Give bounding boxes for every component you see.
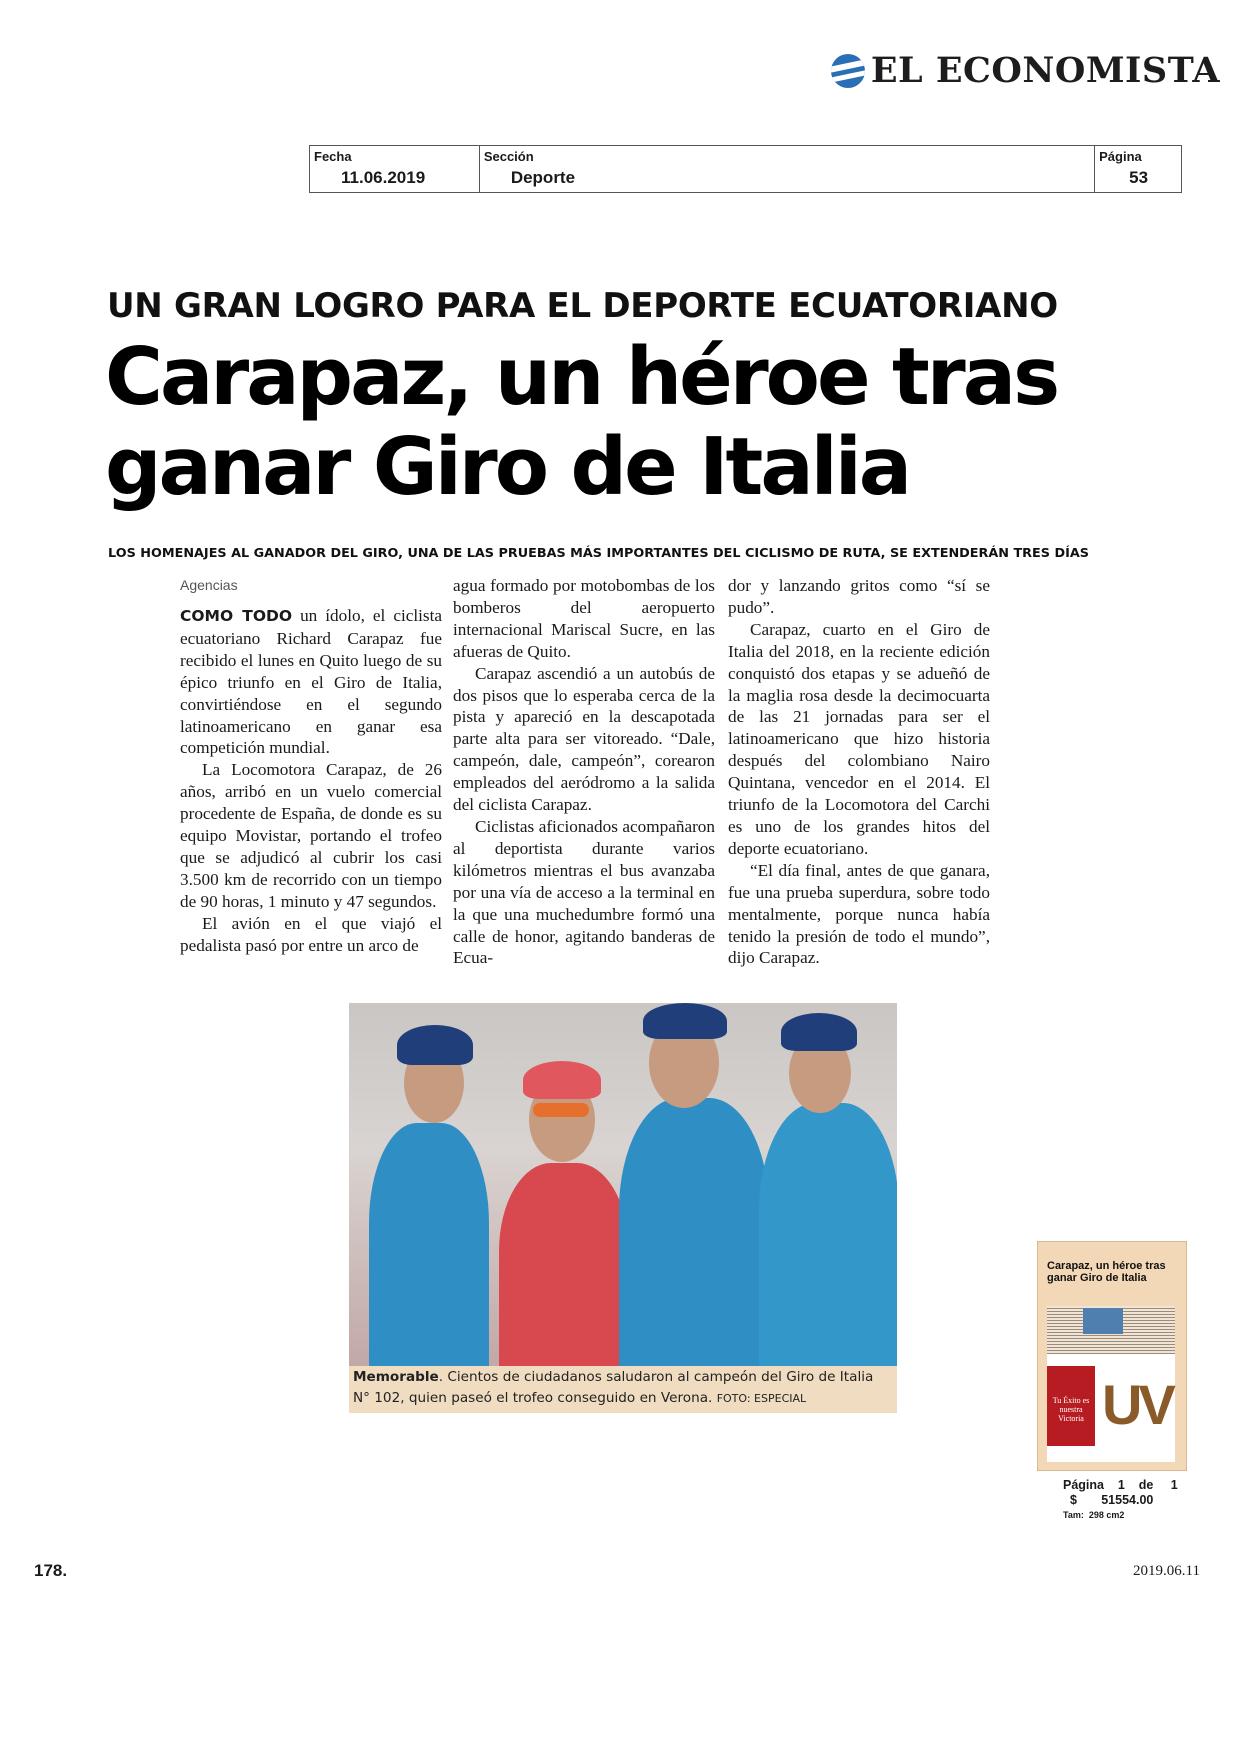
byline: Agencias (180, 577, 238, 593)
pagina-number: 1 (1117, 1478, 1125, 1492)
seccion-label: Sección (483, 149, 534, 164)
article-column-1 (180, 576, 442, 957)
page-info (1063, 1478, 1178, 1523)
paragraph: La Locomotora Carapaz, de 26 años, arribó en un vuelo comercial procedente de España, de donde es su equipo Movistar, portando el trofeo que se adjudicó al cubrir los casi 3.500 km de recorrido con un tiempo de 90 horas, 1 minuto y 47 segundos. (180, 760, 442, 911)
thumbnail-advert (1047, 1354, 1175, 1462)
paragraph (180, 605, 442, 759)
article-column-2 (453, 575, 715, 969)
advert-letters: UV (1102, 1373, 1172, 1436)
pagina-label: Página (1063, 1478, 1104, 1492)
paragraph: Ciclistas aficionados acompañaron al deportista durante varios kilómetros mientras el bus avanzaba por una vía de acceso a la terminal en la que una muchedumbre formó una calle de honor, agitando banderas de Ecua- (453, 816, 715, 968)
clipping-date: 2019.06.11 (1133, 1563, 1200, 1579)
advert-banner (1047, 1366, 1095, 1446)
article-kicker: UN GRAN LOGRO PARA EL DEPORTE ECUATORIANO (107, 286, 1058, 326)
thumbnail-title: Carapaz, un héroe tras ganar Giro de Italia (1047, 1260, 1166, 1284)
rider-helmet (781, 1013, 857, 1051)
caption-bold: Memorable (353, 1369, 439, 1385)
currency-symbol: $ (1069, 1493, 1077, 1507)
fecha-value: 11.06.2019 (341, 168, 426, 187)
publication-name: EL ECONOMISTA (870, 50, 1220, 91)
champion-jersey (499, 1163, 629, 1366)
paragraph: “El día final, antes de que ganara, fue una prueba superdura, sobre todo mentalmente, porque nunca había tenido la presión de todo el mundo”, dijo Carapaz. (728, 860, 990, 968)
rider-figure (619, 1098, 769, 1366)
seccion-cell (480, 146, 1095, 192)
paragraph: Carapaz ascendió a un autobús de dos pisos que lo esperaba cerca de la pista y apareció en la descapotada parte alta para ser vitoreado. “Dale, campeón, dale, campeón”, corearon empleados del aeródromo a la salida del ciclista Carapaz. (453, 663, 715, 815)
lead-in: COMO TODO (180, 607, 293, 625)
advert-text: Tu Éxito es nuestra Victoria (1052, 1396, 1090, 1423)
pagina-total: 1 (1170, 1478, 1178, 1492)
value-row (1063, 1493, 1178, 1508)
pagina-cell (1095, 146, 1181, 192)
photo-credit: FOTO: ESPECIAL (716, 1392, 807, 1405)
caption-text: . Cientos de ciudadanos saludaron al campeón del Giro de Italia N° 102, quien paseó el trofeo conseguido en Verona. (353, 1369, 874, 1406)
metadata-bar (309, 145, 1182, 193)
seccion-value: Deporte (510, 168, 576, 187)
champion-helmet (523, 1061, 601, 1099)
clipping-number: 178. (34, 1561, 68, 1580)
rider-figure (369, 1123, 489, 1366)
de-label: de (1138, 1478, 1154, 1492)
thumbnail-photo (1083, 1308, 1123, 1334)
article-column-3 (728, 575, 990, 969)
pagina-value: 53 (1129, 168, 1149, 187)
paragraph: agua formado por motobombas de los bomberos del aeropuerto internacional Mariscal Sucre, en las afueras de Quito. (453, 576, 715, 661)
article-title: Carapaz, un héroe tras ganar Giro de Italia (105, 331, 1058, 513)
fecha-cell (310, 146, 480, 192)
rider-helmet (397, 1025, 473, 1065)
paragraph: dor y lanzando gritos como “sí se pudo”. (728, 576, 990, 617)
publication-logo (831, 50, 1220, 91)
rider-helmet (643, 1003, 727, 1039)
photo-caption (349, 1366, 897, 1413)
fecha-label: Fecha (314, 149, 352, 164)
rider-figure (759, 1103, 897, 1366)
paragraph: El avión en el que viajó el pedalista pasó por entre un arco de (180, 913, 442, 955)
globe-icon (831, 54, 865, 88)
page-count-row (1063, 1478, 1178, 1493)
article-subtitle: LOS HOMENAJES AL GANADOR DEL GIRO, UNA DE LAS PRUEBAS MÁS IMPORTANTES DEL CICLISMO DE RUTA, SE EXTENDERÁN TRES DÍAS (108, 546, 1089, 561)
size-row: Tam: 298 cm2 (1063, 1510, 1125, 1520)
paragraph-text: un ídolo, el ciclista ecuatoriano Richard Carapaz fue recibido el lunes en Quito luego de su épico triunfo en el Giro de Italia, convirtiéndose en el segundo latinoamericano en ganar esa competición mundial. (180, 606, 442, 758)
paragraph: Carapaz, cuarto en el Giro de Italia del 2018, en la reciente edición conquistó dos etapas y se adueñó de la maglia rosa desde la decimocuarta de las 21 jornadas para ser el latinoamericano que hizo historia después del colombiano Nairo Quintana, vencedor en el 2014. El triunfo de la Locomotora del Carchi es uno de los grandes hitos del deporte ecuatoriano. (728, 619, 990, 858)
amount-value: 51554.00 (1101, 1493, 1154, 1507)
page-thumbnail (1037, 1241, 1187, 1471)
sunglasses (533, 1103, 589, 1117)
pagina-label: Página (1099, 149, 1142, 164)
article-photo (349, 1003, 897, 1366)
